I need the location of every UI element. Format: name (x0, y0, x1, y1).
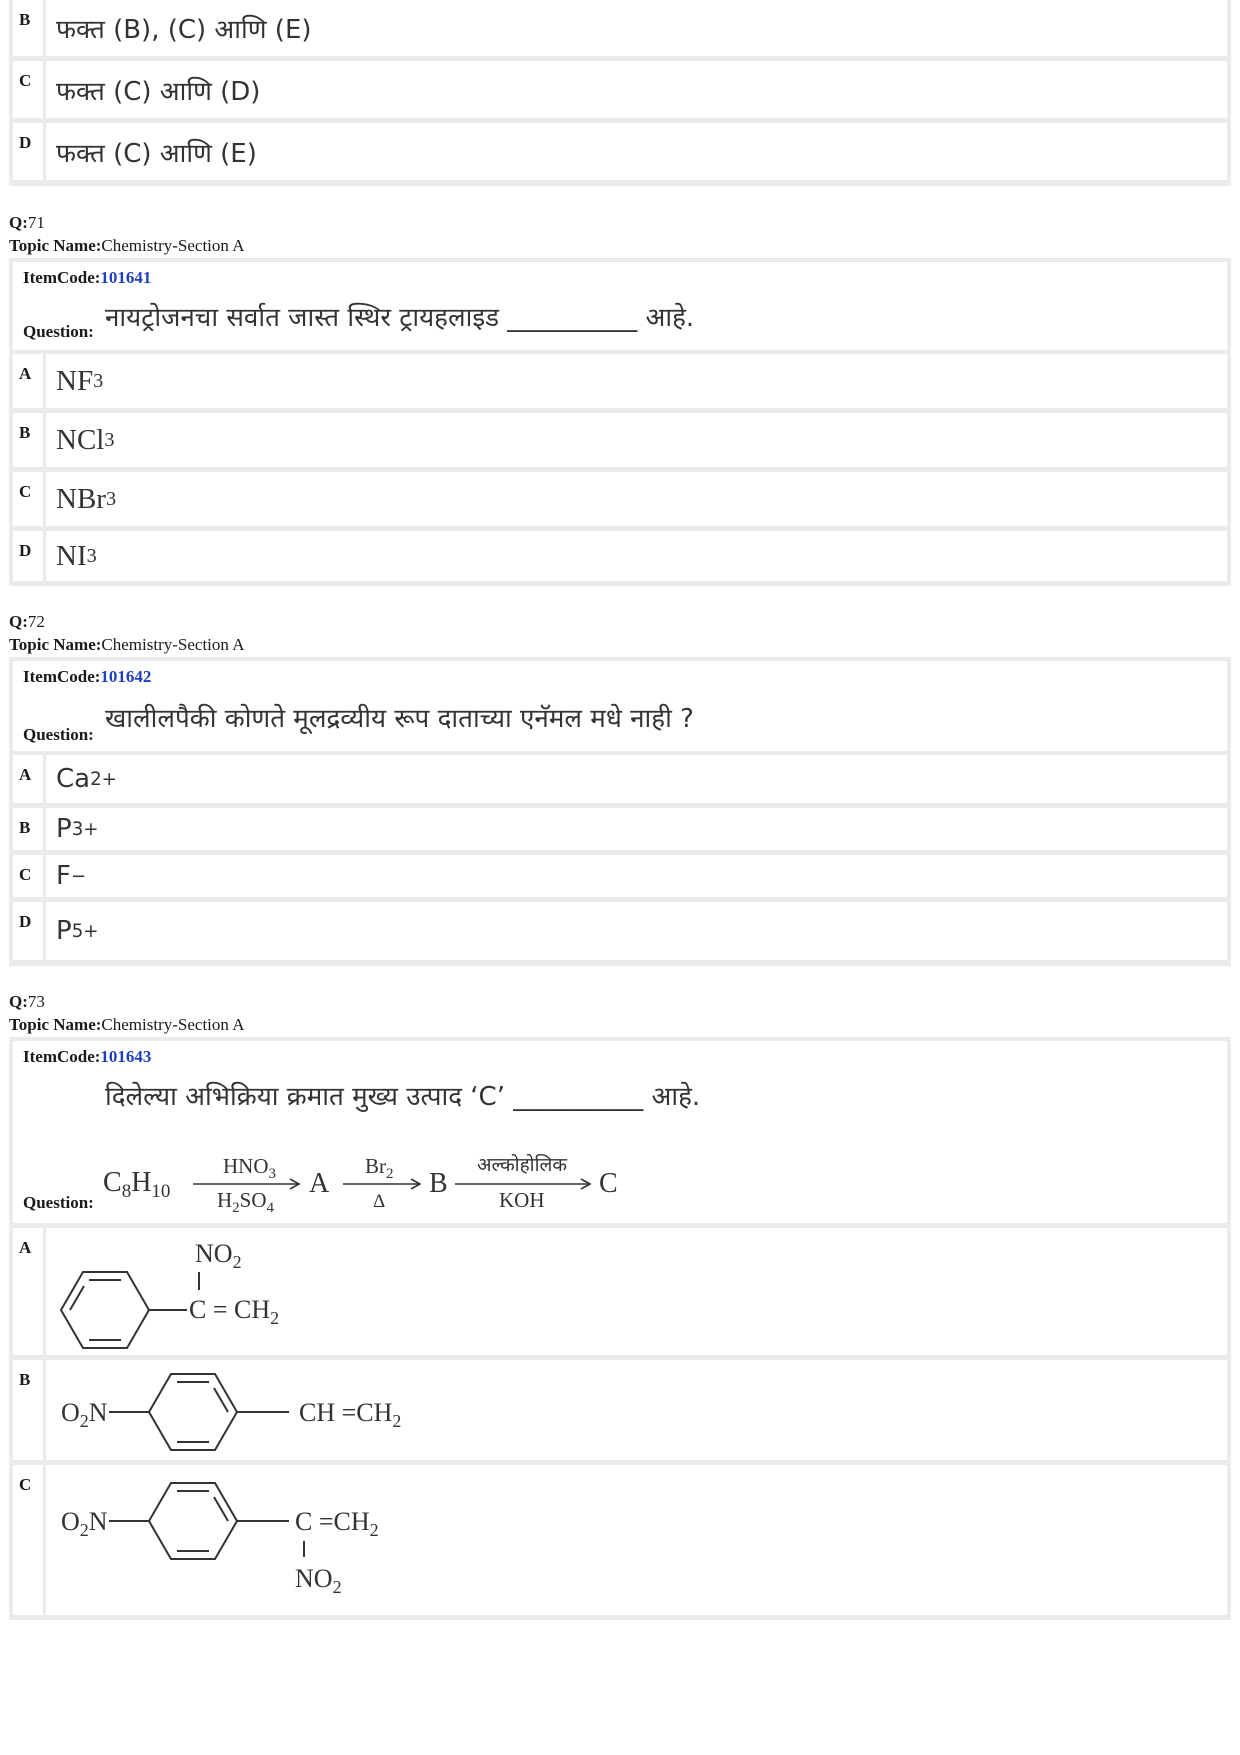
question-text: खालीलपैकी कोणते मूलद्रव्यीय रूप दाताच्या एनॅमल मधे नाही ? (105, 704, 694, 734)
question-header (13, 1041, 1227, 1223)
option-letter: C (19, 482, 32, 501)
svg-text:अल्कोहोलिक: अल्कोहोलिक (477, 1154, 568, 1176)
structure-c (53, 1465, 473, 1615)
topic-name: Topic Name:Chemistry-Section A (9, 635, 245, 654)
option-formula: P 3+ (56, 814, 99, 844)
divider (43, 755, 46, 803)
item-code: ItemCode:101642 (23, 667, 152, 686)
option-formula: NF 3 (56, 364, 104, 397)
divider (43, 354, 46, 408)
question-card (9, 1037, 1231, 1620)
svg-text:H2SO4: $H_2SO_4$ (217, 1188, 275, 1213)
topic-name: Topic Name:Chemistry-Section A (9, 1015, 245, 1034)
option-row[interactable] (13, 354, 1227, 408)
divider (43, 413, 46, 467)
divider (43, 902, 46, 960)
divider (43, 1228, 46, 1355)
option-letter: D (19, 912, 32, 931)
option-letter: B (19, 818, 31, 837)
svg-text:Δ: Δ (373, 1191, 386, 1212)
option-row[interactable] (13, 123, 1227, 180)
structure-b (53, 1360, 473, 1460)
item-code: ItemCode:101643 (23, 1047, 152, 1066)
option-formula: F − (56, 861, 87, 891)
divider (43, 1360, 46, 1460)
divider (43, 531, 46, 581)
svg-text:Br2: $Br_2$ (365, 1154, 394, 1182)
divider (43, 1465, 46, 1615)
option-formula: P 5+ (56, 916, 99, 946)
svg-text:O2N: $O_2N$ (61, 1507, 108, 1540)
option-letter: B (19, 423, 31, 442)
option-text: फक्त (C) आणि (E) (56, 138, 257, 169)
question-card (9, 258, 1231, 586)
svg-text:C =CH2: $C =CH_2$ (295, 1507, 379, 1540)
scheme-reagent: $HNO_3$ (223, 1154, 276, 1182)
question-header (13, 262, 1227, 350)
option-letter: C (19, 1475, 32, 1494)
option-formula: Ca 2+ (56, 764, 117, 794)
option-formula: NCl 3 (56, 423, 115, 456)
option-row[interactable] (13, 1360, 1227, 1460)
option-row[interactable] (13, 902, 1227, 960)
question-text: दिलेल्या अभिक्रिया क्रमात मुख्य उत्पाद ‘C’ __________ आहे. (105, 1082, 701, 1112)
topic-name: Topic Name:Chemistry-Section A (9, 236, 245, 255)
svg-text:C = CH2: $C = CH_2$ (189, 1295, 280, 1328)
item-code: ItemCode:101641 (23, 268, 152, 287)
option-formula: NI 3 (56, 539, 97, 572)
svg-text:C8H10: $C_8H_{10}$ (103, 1167, 171, 1202)
svg-text:O2N: $O_2N$ (61, 1398, 108, 1431)
option-row[interactable] (13, 413, 1227, 467)
option-letter: D (19, 541, 32, 560)
option-row[interactable] (13, 472, 1227, 526)
option-row[interactable] (13, 1465, 1227, 1615)
reaction-scheme (93, 1149, 713, 1213)
option-formula: NBr 3 (56, 482, 117, 515)
option-row[interactable] (13, 531, 1227, 581)
option-row[interactable] (13, 61, 1227, 118)
divider (43, 472, 46, 526)
structure-a (53, 1228, 353, 1355)
question-label: Question: (23, 725, 94, 744)
question-text: नायट्रोजनचा सर्वात जास्त स्थिर ट्रायहलाइड __________ आहे. (105, 303, 695, 333)
option-row[interactable] (13, 855, 1227, 897)
svg-text:NO2: $NO_2$ (295, 1564, 342, 1597)
option-letter: C (19, 71, 32, 90)
question-label: Question: (23, 1193, 94, 1212)
prev-options-frame (9, 0, 1231, 186)
option-row[interactable] (13, 0, 1227, 56)
option-letter: B (19, 10, 31, 29)
option-text: फक्त (C) आणि (D) (56, 76, 261, 107)
divider (43, 123, 46, 180)
question-number: Q:73 (9, 992, 45, 1011)
option-letter: A (19, 765, 32, 784)
svg-text:CH =CH2: CH $=CH_2$ (299, 1398, 402, 1431)
svg-text:KOH: KOH (499, 1188, 545, 1212)
option-letter: B (19, 1370, 31, 1389)
option-row[interactable] (13, 808, 1227, 850)
question-number: Q:72 (9, 612, 45, 631)
option-row[interactable] (13, 1228, 1227, 1355)
svg-text:B: B (429, 1168, 448, 1199)
divider (43, 808, 46, 850)
svg-text:C: C (599, 1168, 618, 1199)
svg-text:NO2: $NO_2$ (195, 1239, 242, 1272)
question-label: Question: (23, 322, 94, 341)
option-row[interactable] (13, 755, 1227, 803)
option-text: फक्त (B), (C) आणि (E) (56, 15, 312, 45)
question-number: Q:71 (9, 213, 45, 232)
divider (43, 855, 46, 897)
option-letter: A (19, 1238, 32, 1257)
divider (43, 0, 46, 56)
question-card (9, 657, 1231, 966)
option-letter: D (19, 133, 32, 152)
scheme-product: A (309, 1168, 330, 1199)
question-header (13, 661, 1227, 751)
option-letter: C (19, 865, 32, 884)
divider (43, 61, 46, 118)
option-letter: A (19, 364, 32, 383)
